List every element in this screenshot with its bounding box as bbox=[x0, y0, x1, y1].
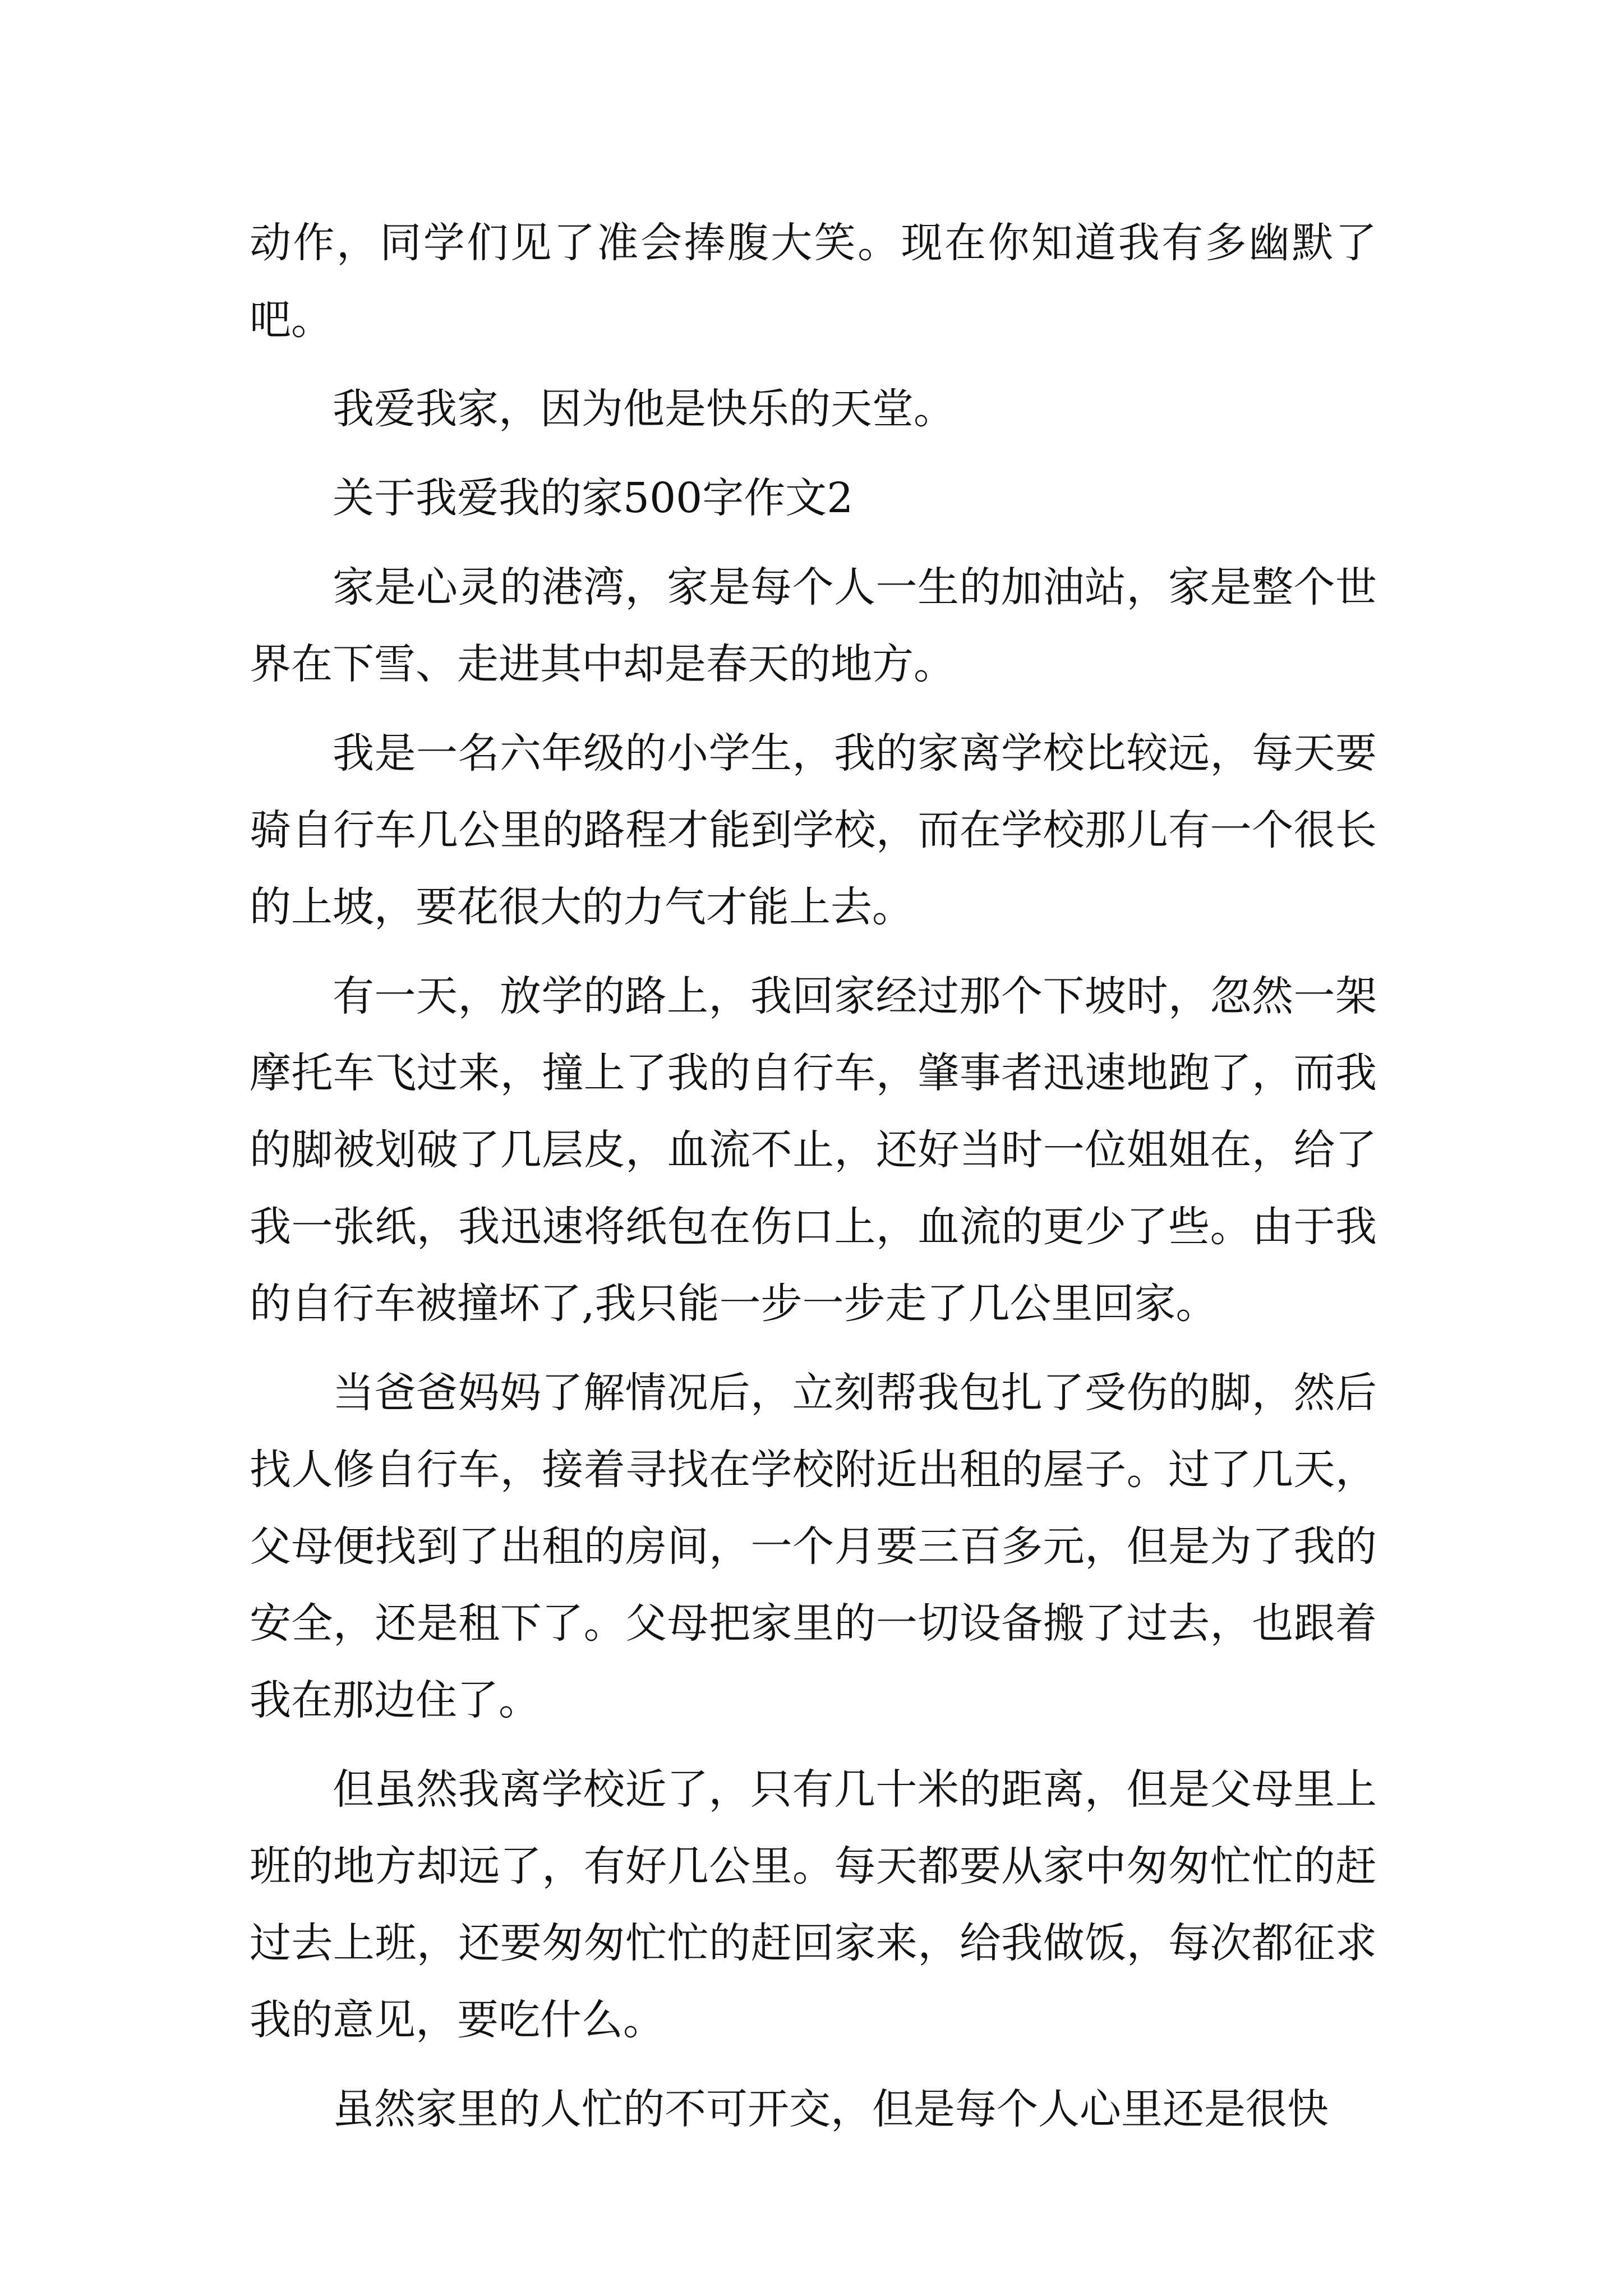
paragraph-continued: 动作，同学们见了准会捧腹大笑。现在你知道我有多幽默了吧。 bbox=[250, 219, 1377, 344]
essay-title: 关于我爱我的家500字作文2 bbox=[333, 474, 854, 522]
paragraph: 我爱我家，因为他是快乐的天堂。 bbox=[333, 385, 955, 433]
paragraph: 但虽然我离学校近了，只有几十米的距离，但是父母里上班的地方却远了，有好几公里。每天都要从家中匆匆忙忙的赶过去上班，还要匆匆忙忙的赶回家来，给我做饭，每次都征求我的意见，要吃什么。 bbox=[250, 1765, 1377, 2044]
paragraph: 家是心灵的港湾，家是每个人一生的加油站，家是整个世界在下雪、走进其中却是春天的地方。 bbox=[250, 563, 1377, 688]
paragraph: 虽然家里的人忙的不可开交，但是每个人心里还是很快 bbox=[333, 2085, 1329, 2133]
paragraph: 当爸爸妈妈了解情况后，立刻帮我包扎了受伤的脚，然后找人修自行车，接着寻找在学校附近出租的屋子。过了几天，父母便找到了出租的房间，一个月要三百多元，但是为了我的安全，还是租下了。父母把家里的一切设备搬了过去，也跟着我在那边住了。 bbox=[250, 1369, 1377, 1724]
document-body bbox=[250, 205, 1377, 2160]
paragraph: 有一天，放学的路上，我回家经过那个下坡时，忽然一架摩托车飞过来，撞上了我的自行车，肇事者迅速地跑了，而我的脚被划破了几层皮，血流不止，还好当时一位姐姐在，给了我一张纸，我迅速将纸包在伤口上，血流的更少了些。由于我的自行车被撞坏了,我只能一步一步走了几公里回家。 bbox=[250, 972, 1377, 1328]
paragraph: 我是一名六年级的小学生，我的家离学校比较远，每天要骑自行车几公里的路程才能到学校，而在学校那儿有一个很长的上坡，要花很大的力气才能上去。 bbox=[250, 729, 1377, 931]
